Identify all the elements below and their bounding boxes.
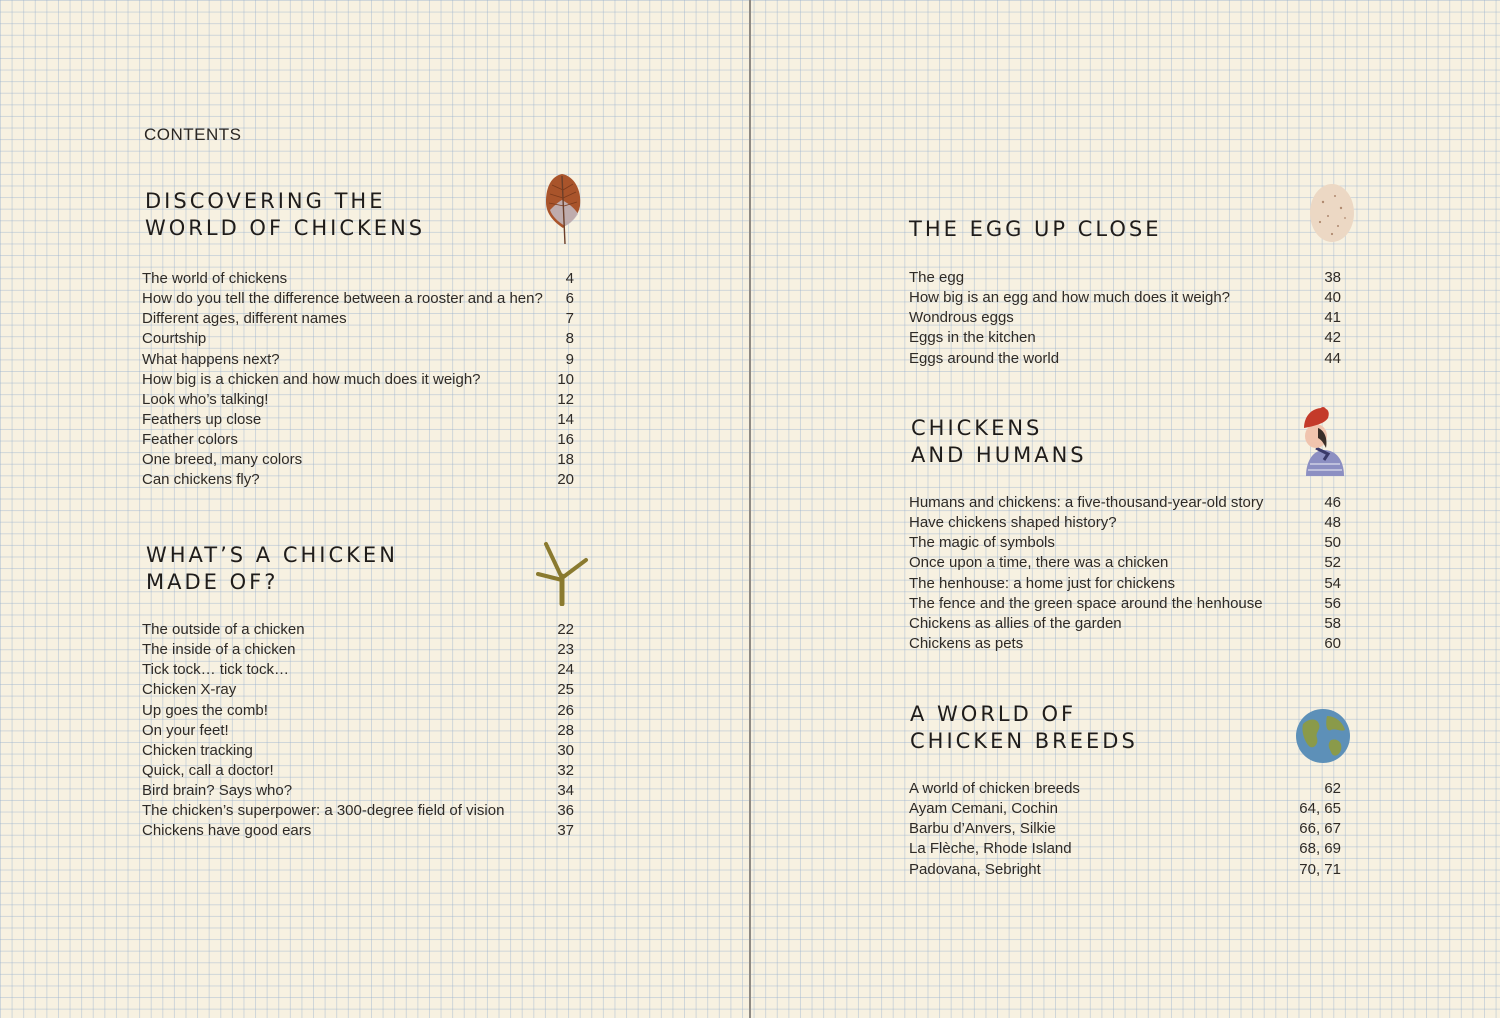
toc-entry[interactable] [909,839,1341,859]
toc-entry-page: 54 [1324,574,1341,592]
toc-entry-page: 42 [1324,329,1341,347]
toc-entry[interactable] [142,390,574,410]
toc-entry[interactable] [909,799,1341,819]
toc-entry[interactable] [909,553,1341,573]
toc-entry-page: 32 [557,761,574,779]
toc-entry-title: Tick tock… tick tock… [142,661,289,679]
toc-entry-page: 58 [1324,614,1341,632]
toc-entry-title: The magic of symbols [909,534,1055,552]
toc-entry-title: Chickens have good ears [142,822,312,840]
toc-entry-page: 20 [557,471,574,489]
toc-entry-title: Chicken tracking [142,741,253,759]
toc-entry-title: The chicken’s superpower: a 300-degree field of vision [142,802,505,820]
toc-entry-title: Look who’s talking! [142,390,269,408]
toc-entry-page: 37 [557,822,574,840]
toc-list [142,620,574,842]
toc-entry-page: 12 [557,390,574,408]
toc-entry-page: 44 [1324,349,1341,367]
toc-entry-title: On your feet! [142,721,229,739]
toc-entry[interactable] [142,620,574,640]
toc-entry[interactable] [142,680,574,700]
toc-list [909,779,1341,880]
toc-entry[interactable] [909,493,1341,513]
section-heading-humans [911,415,1087,469]
toc-entry-title: Chickens as pets [909,634,1024,652]
toc-entry-title: Courtship [142,330,207,348]
toc-entry[interactable] [909,574,1341,594]
toc-entry-title: Have chickens shaped history? [909,514,1117,532]
toc-entry-title: Different ages, different names [142,310,347,328]
toc-entry[interactable] [909,268,1341,288]
toc-entry-page: 52 [1324,554,1341,572]
section-title-line: CHICKEN BREEDS [910,729,1138,753]
section-title-line: AND HUMANS [911,443,1087,467]
toc-entry[interactable] [909,349,1341,369]
toc-entry-page: 41 [1324,309,1341,327]
section-title-line: MADE OF? [146,570,279,594]
toc-entry-title: Padovana, Sebright [909,860,1041,878]
toc-entry[interactable] [909,614,1341,634]
toc-entry-page: 9 [565,350,574,368]
toc-entry[interactable] [142,821,574,841]
toc-entry-page: 34 [557,782,574,800]
toc-entry-page: 70, 71 [1299,860,1341,878]
toc-entry-page: 50 [1324,534,1341,552]
toc-entry[interactable] [142,660,574,680]
toc-entry-title: Chickens as allies of the garden [909,614,1122,632]
contents-label: CONTENTS [144,125,242,144]
toc-entry-page: 8 [565,330,574,348]
toc-entry-page: 62 [1324,780,1341,797]
toc-entry[interactable] [909,634,1341,654]
toc-entry-page: 66, 67 [1299,820,1341,838]
toc-entry[interactable] [142,640,574,660]
toc-entry-page: 23 [557,641,574,659]
toc-entry-page: 68, 69 [1299,840,1341,858]
toc-entry[interactable] [909,819,1341,839]
toc-entry-title: Once upon a time, there was a chicken [909,554,1169,572]
toc-entry-page: 14 [557,410,574,428]
toc-entry-page: 30 [557,741,574,759]
toc-entry-title: Ayam Cemani, Cochin [909,800,1058,818]
toc-entry-title: Feathers up close [142,410,262,428]
toc-entry[interactable] [142,701,574,721]
toc-entry-title: The fence and the green space around the henhouse [909,594,1263,612]
toc-entry-title: Barbu d’Anvers, Silkie [909,820,1056,838]
toc-entry[interactable] [142,430,574,450]
toc-entry-title: The inside of a chicken [142,641,296,659]
toc-entry[interactable] [909,860,1341,880]
chicken-foot-icon [536,538,592,611]
feather-icon [540,170,586,253]
toc-entry-page: 10 [557,370,574,388]
toc-entry[interactable] [909,594,1341,614]
toc-entry[interactable] [142,801,574,821]
toc-entry[interactable] [909,328,1341,348]
section-title-line: CHICKENS [911,416,1043,440]
toc-entry-page: 48 [1324,514,1341,532]
toc-entry[interactable] [142,329,574,349]
toc-entry-page: 56 [1324,594,1341,612]
toc-entry[interactable] [909,513,1341,533]
toc-entry[interactable] [142,370,574,390]
toc-entry-title: How big is an egg and how much does it weigh? [909,289,1231,307]
toc-entry-title: Feather colors [142,431,238,449]
toc-entry[interactable] [909,779,1341,799]
toc-entry[interactable] [142,450,574,470]
toc-entry[interactable] [142,721,574,741]
section-heading-egg [909,216,1162,243]
toc-entry-page: 6 [565,290,574,308]
section-heading-discovering [145,188,425,242]
toc-entry-page: 26 [557,701,574,719]
toc-entry[interactable] [142,309,574,329]
toc-list [909,268,1341,369]
toc-entry-page: 28 [557,721,574,739]
toc-entry-title: Can chickens fly? [142,471,260,489]
toc-entry-page: 38 [1324,269,1341,286]
egg-icon [1308,182,1356,249]
toc-entry-page: 4 [565,270,574,287]
section-title-line: THE EGG UP CLOSE [909,217,1162,241]
toc-entry-title: A world of chicken breeds [909,780,1080,797]
toc-entry-page: 46 [1324,494,1341,511]
section-title-line: WORLD OF CHICKENS [145,216,426,240]
toc-entry[interactable] [142,289,574,309]
toc-entry-title: Chicken X-ray [142,681,237,699]
toc-entry-page: 25 [557,681,574,699]
toc-entry-title: One breed, many colors [142,451,303,469]
toc-entry-title: Wondrous eggs [909,309,1014,327]
toc-entry-title: The world of chickens [142,270,288,287]
toc-entry[interactable] [909,308,1341,328]
toc-entry[interactable] [142,269,574,289]
toc-entry-title: Humans and chickens: a five-thousand-year-old story [909,494,1264,511]
toc-entry[interactable] [142,741,574,761]
toc-entry-title: The egg [909,269,965,286]
toc-entry[interactable] [909,288,1341,308]
globe-icon [1295,708,1351,769]
toc-entry-title: How do you tell the difference between a rooster and a hen? [142,290,543,308]
section-heading-made-of [146,542,398,596]
section-title-line: DISCOVERING THE [145,189,386,213]
toc-entry-title: La Flèche, Rhode Island [909,840,1072,858]
toc-list [909,493,1341,654]
toc-entry-title: Bird brain? Says who? [142,782,293,800]
person-icon [1298,404,1348,483]
toc-entry-page: 64, 65 [1299,800,1341,818]
toc-entry-title: Quick, call a doctor! [142,761,274,779]
toc-entry[interactable] [142,761,574,781]
section-title-line: WHAT’S A CHICKEN [146,543,398,567]
section-heading-breeds [910,701,1138,755]
toc-entry-page: 18 [557,451,574,469]
toc-entry-title: How big is a chicken and how much does it weigh? [142,370,481,388]
section-title-line: A WORLD OF [910,702,1077,726]
toc-entry-title: The outside of a chicken [142,621,305,638]
toc-entry[interactable] [142,410,574,430]
toc-list [142,269,574,491]
toc-entry[interactable] [142,350,574,370]
toc-entry-page: 40 [1324,289,1341,307]
toc-entry-title: The henhouse: a home just for chickens [909,574,1175,592]
toc-entry-page: 24 [557,661,574,679]
toc-entry-title: What happens next? [142,350,280,368]
toc-entry-page: 22 [557,621,574,638]
toc-entry[interactable] [909,533,1341,553]
toc-entry[interactable] [142,470,574,490]
toc-entry-page: 60 [1324,634,1341,652]
toc-entry-page: 36 [557,802,574,820]
toc-entry-page: 7 [565,310,574,328]
toc-entry-title: Eggs in the kitchen [909,329,1036,347]
page-gutter [749,0,751,1018]
toc-entry-title: Up goes the comb! [142,701,268,719]
toc-entry-title: Eggs around the world [909,349,1060,367]
toc-entry[interactable] [142,781,574,801]
toc-entry-page: 16 [557,431,574,449]
